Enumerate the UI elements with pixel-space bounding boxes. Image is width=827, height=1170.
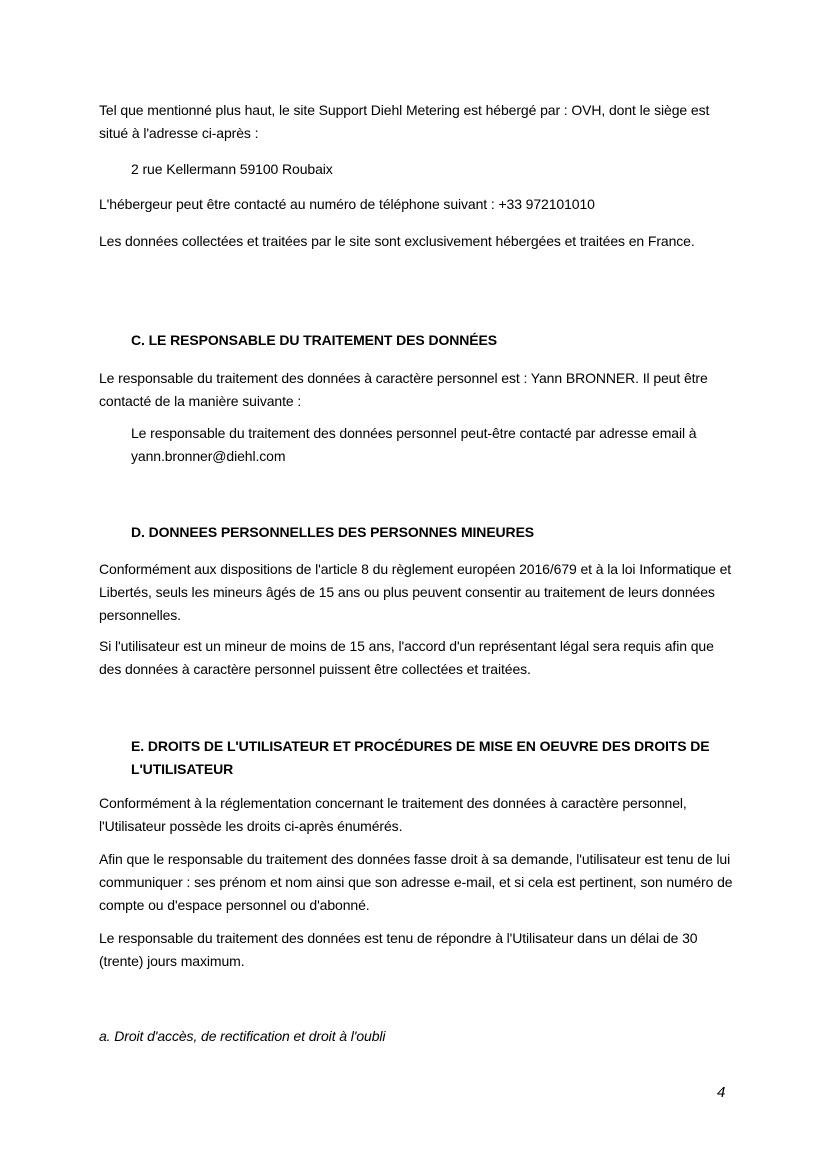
section-c-contact-paragraph: Le responsable du traitement des données personnel peut-être contacté par adresse email à yann.bronner@diehl.com bbox=[131, 425, 697, 464]
section-c-body-paragraph: Le responsable du traitement des données à caractère personnel est : Yann BRONNER. Il peut être contacté de la manière suivante : bbox=[99, 370, 708, 409]
section-d-letter: D. bbox=[131, 524, 145, 540]
subsection-a-title: a. Droit d'accès, de rectification et droit à l'oubli bbox=[99, 1028, 386, 1044]
section-c-title: LE RESPONSABLE DU TRAITEMENT DES DONNÉES bbox=[148, 332, 497, 348]
host-intro-paragraph: Tel que mentionné plus haut, le site Support Diehl Metering est hébergé par : OVH, dont le siège est situé à l'adresse ci-après : bbox=[99, 102, 710, 141]
section-e-heading bbox=[131, 735, 731, 781]
section-d-heading bbox=[131, 521, 731, 544]
section-e-body3-paragraph: Le responsable du traitement des données est tenu de répondre à l'Utilisateur dans un délai de 30 (trente) jours maximum. bbox=[99, 930, 698, 969]
page-number: 4 bbox=[717, 1084, 726, 1101]
section-e-letter: E. bbox=[131, 738, 145, 754]
host-phone-paragraph: L'hébergeur peut être contacté au numéro de téléphone suivant : +33 972101010 bbox=[99, 196, 595, 212]
host-address-paragraph: 2 rue Kellermann 59100 Roubaix bbox=[131, 161, 333, 177]
section-d-title: DONNEES PERSONNELLES DES PERSONNES MINEURES bbox=[148, 524, 535, 540]
section-e-body1-paragraph: Conformément à la réglementation concernant le traitement des données à caractère personnel, l'Utilisateur possède les droits ci-après énumérés. bbox=[99, 795, 687, 834]
section-e-title: DROITS DE L'UTILISATEUR ET PROCÉDURES DE MISE EN OEUVRE DES DROITS DE L'UTILISATEUR bbox=[131, 738, 710, 777]
data-location-paragraph: Les données collectées et traitées par le site sont exclusivement hébergées et traitées en France. bbox=[99, 233, 695, 249]
section-c-heading bbox=[131, 329, 731, 352]
section-e-body2-paragraph: Afin que le responsable du traitement des données fasse droit à sa demande, l'utilisateur est tenu de lui communiquer : ses prénom et nom ainsi que son adresse e-mail, et si cela est pertinent, son numéro de compte ou d'espace personnel ou d'abonné. bbox=[99, 851, 733, 913]
section-d-body2-paragraph: Si l'utilisateur est un mineur de moins de 15 ans, l'accord d'un représentant légal sera requis afin que des données à caractère personnel puissent être collectées et traitées. bbox=[99, 638, 714, 677]
section-c-letter: C. bbox=[131, 332, 145, 348]
section-d-body1-paragraph: Conformément aux dispositions de l'article 8 du règlement européen 2016/679 et à la loi Informatique et Libertés, seuls les mineurs âgés de 15 ans ou plus peuvent consentir au traitement de leurs données personnelles. bbox=[99, 561, 732, 623]
